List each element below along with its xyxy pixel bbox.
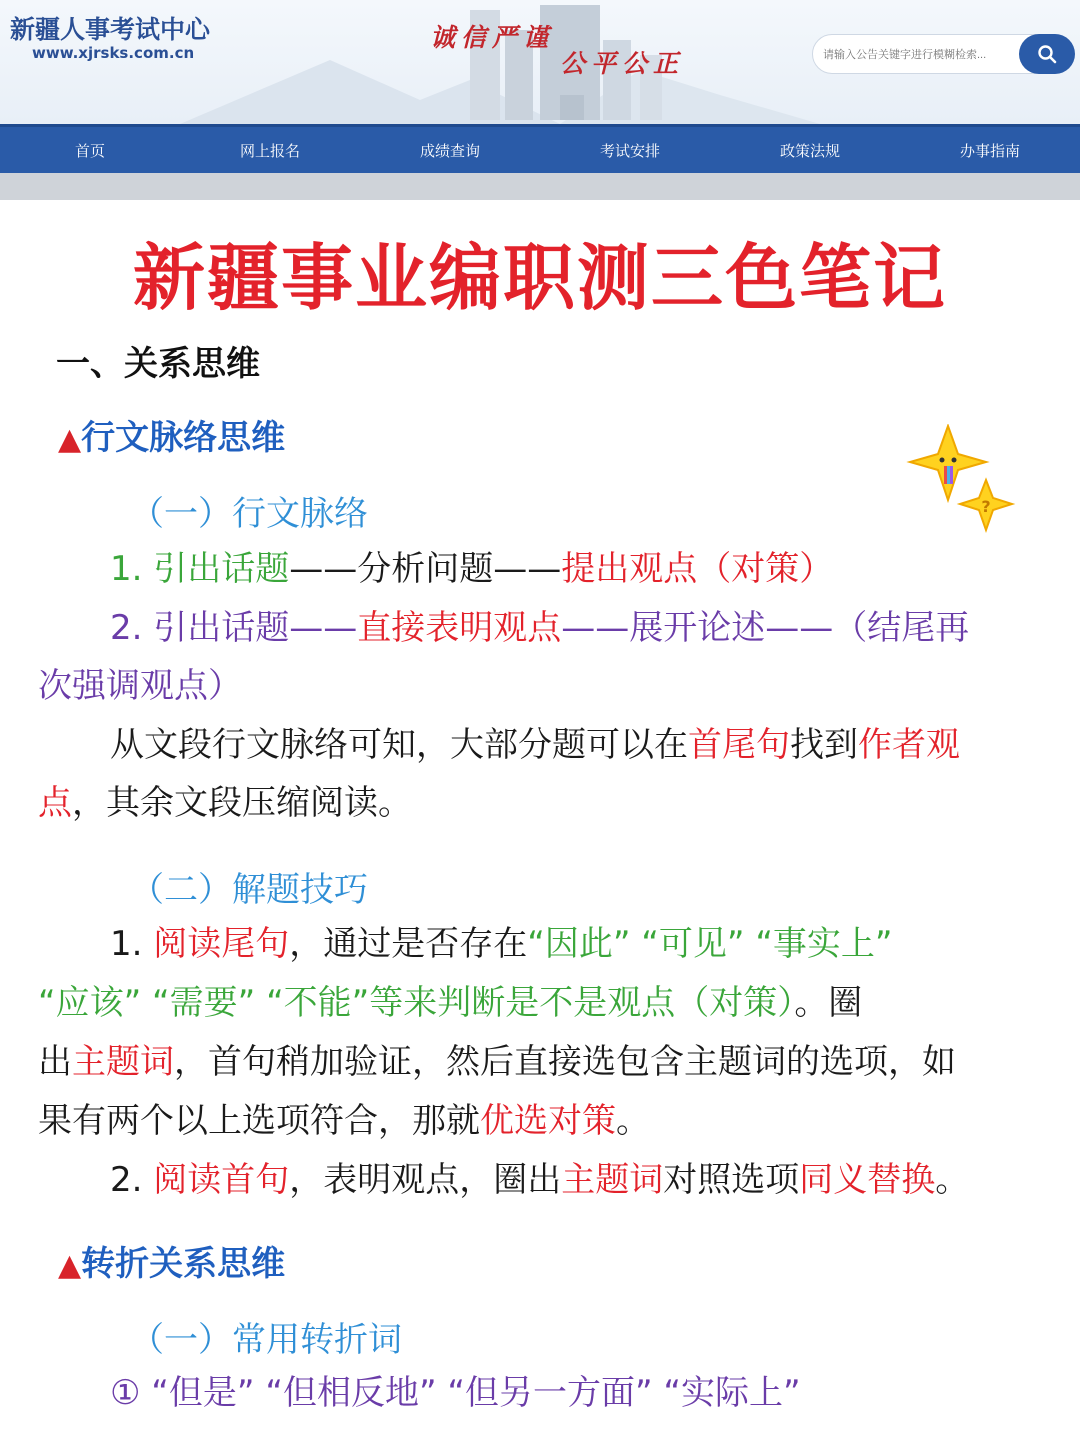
note-text: ——分析问题—— [289, 549, 562, 589]
note-text: 同义替换 [799, 1160, 936, 1200]
note-line-2 [110, 599, 1070, 657]
nav-item-home[interactable]: 首页 [74, 142, 105, 160]
note-text: 首尾句 [688, 725, 790, 765]
note-text: 点 [38, 783, 72, 823]
search-input[interactable] [823, 44, 1023, 66]
note-text: 主题词 [72, 1042, 174, 1082]
site-header [0, 0, 1080, 124]
note-text: 作者观 [858, 725, 960, 765]
nav-item-online-registration[interactable]: 网上报名 [239, 142, 300, 160]
note-text: 2. 引出话题—— [110, 608, 358, 648]
triangle-bullet-icon: ▲ [58, 422, 82, 457]
note-text: ，通过是否存在 [289, 924, 528, 964]
search-button[interactable] [1019, 34, 1075, 74]
note-text: 直接表明观点 [357, 608, 562, 648]
nav-item-exam-schedule[interactable]: 考试安排 [599, 142, 660, 160]
note-text: 阅读首句 [153, 1160, 290, 1200]
point-heading-techniques: （二）解题技巧 [130, 870, 368, 910]
subsection-heading-transition-thinking [58, 1236, 285, 1285]
site-url: www.xjrsks.com.cn [32, 44, 195, 62]
note-text: 主题词 [561, 1160, 664, 1200]
note-text: 阅读尾句 [153, 924, 290, 964]
nav-item-service-guide[interactable]: 办事指南 [959, 142, 1020, 160]
sparkle-star-icon [906, 424, 1018, 538]
note-text: “应该” “需要” “不能”等来判断是不是观点（对策） [38, 983, 795, 1023]
paragraph-1-line-1 [110, 716, 1070, 774]
main-nav [0, 124, 1080, 173]
point-heading-context: （一）行文脉络 [130, 494, 368, 534]
note-text: 从文段行文脉络可知，大部分题可以在 [110, 725, 688, 765]
transition-words-line: ① “但是” “但相反地” “但另一方面” “实际上” [110, 1373, 801, 1413]
section-heading-relation-thinking: 一、关系思维 [56, 344, 260, 384]
subsection-label: 行文脉络思维 [81, 418, 286, 458]
subsection-heading-context-thinking [58, 410, 285, 459]
page-title: 新疆事业编职测三色笔记 [132, 236, 947, 320]
technique-1-line-1 [110, 915, 1070, 973]
note-text: 2. [110, 1160, 154, 1200]
site-logo-title[interactable]: 新疆人事考试中心 [10, 15, 211, 44]
header-divider [0, 173, 1080, 200]
note-text: ，表明观点，圈出 [289, 1160, 562, 1200]
technique-1-line-2 [38, 974, 1048, 1032]
note-line-2-cont: 次强调观点） [38, 666, 242, 706]
search-icon [1037, 44, 1057, 64]
technique-1-line-3 [38, 1033, 1048, 1091]
note-text: 。 [935, 1160, 970, 1200]
nav-item-policies[interactable]: 政策法规 [779, 142, 840, 160]
note-text: 优选对策 [480, 1101, 616, 1141]
slogan-integrity: 诚信严谨 [430, 23, 555, 52]
nav-item-score-query[interactable]: 成绩查询 [419, 142, 480, 160]
svg-text:?: ? [981, 497, 991, 516]
note-text: 果有两个以上选项符合，那就 [38, 1101, 480, 1141]
note-text: ——展开论述——（结尾再 [561, 608, 970, 648]
technique-2-line [110, 1151, 1070, 1209]
note-text: “因此” “可见” “事实上” [527, 924, 893, 964]
subsection-label: 转折关系思维 [81, 1244, 286, 1284]
note-text: 1. 引出话题 [110, 549, 290, 589]
note-text: 找到 [790, 725, 858, 765]
note-text: 1. [110, 924, 154, 964]
note-text: 。 [616, 1101, 650, 1141]
slogan-fairness: 公平公正 [560, 49, 685, 78]
note-line-1 [110, 540, 1070, 598]
search-box [812, 34, 1074, 74]
note-text: 提出观点（对策） [561, 549, 834, 589]
note-text: ，首句稍加验证，然后直接选包含主题词的选项，如 [174, 1042, 956, 1082]
triangle-bullet-icon: ▲ [58, 1248, 82, 1283]
note-text: 对照选项 [663, 1160, 800, 1200]
note-text: 出 [38, 1042, 72, 1082]
technique-1-line-4 [38, 1092, 1048, 1150]
note-text: ，其余文段压缩阅读。 [72, 783, 412, 823]
point-heading-transition-words: （一）常用转折词 [130, 1320, 402, 1360]
paragraph-1-line-2 [38, 774, 1048, 832]
note-text: 。圈 [794, 983, 863, 1023]
